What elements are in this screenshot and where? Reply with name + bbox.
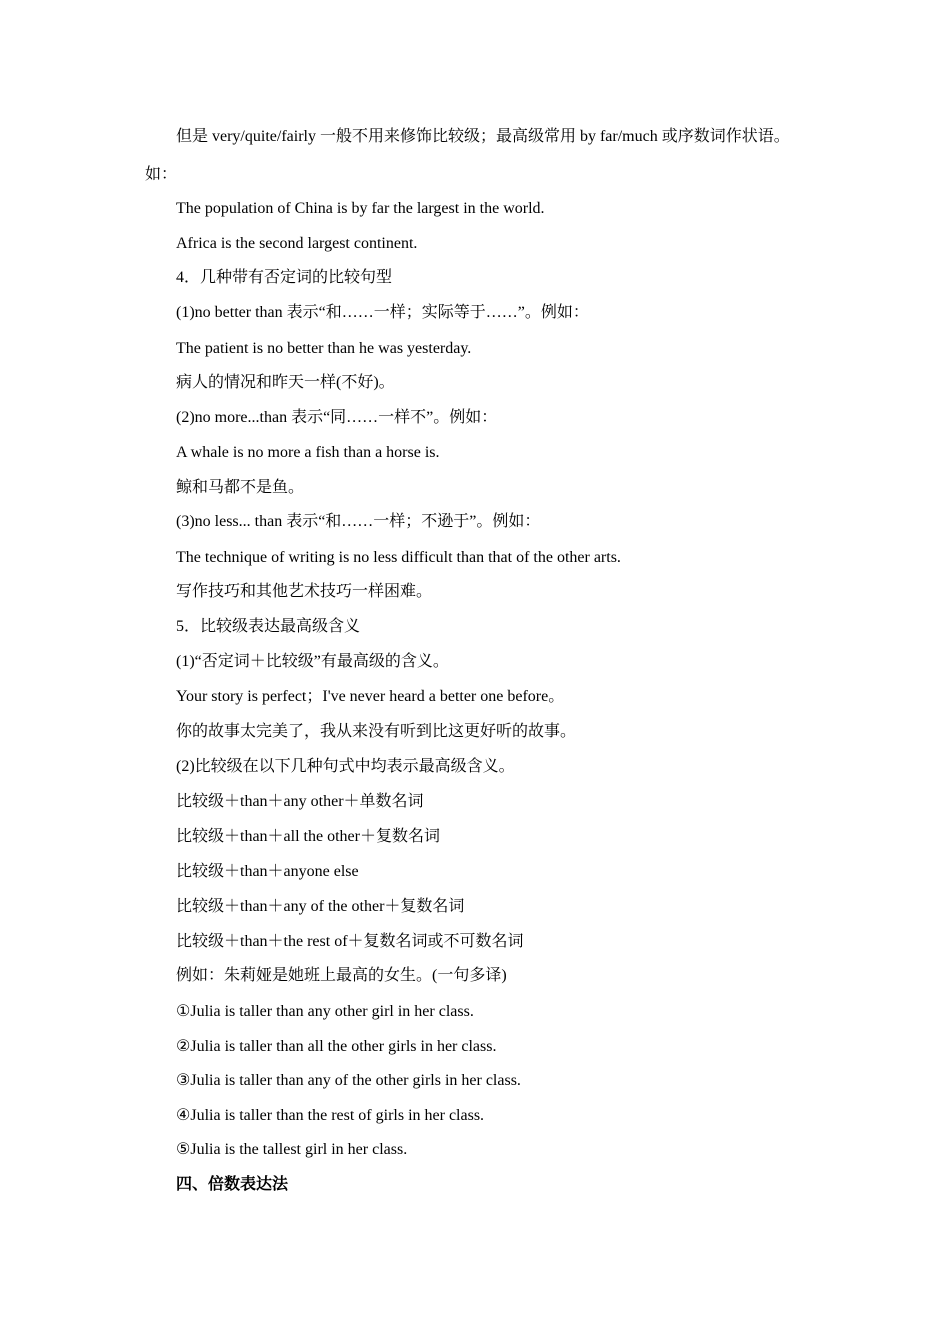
text-line: The patient is no better than he was yesterday. xyxy=(176,340,472,357)
text-line: The population of China is by far the largest in the world. xyxy=(176,200,545,217)
text-line: The technique of writing is no less difficult than that of the other arts. xyxy=(176,549,621,566)
text-line: A whale is no more a fish than a horse is. xyxy=(176,444,440,461)
text-line: (2)比较级在以下几种句式中均表示最高级含义。 xyxy=(176,758,515,775)
example-line: ③Julia is taller than any of the other girls in her class. xyxy=(176,1072,521,1089)
text-line: 你的故事太完美了，我从来没有听到比这更好听的故事。 xyxy=(176,723,577,740)
section-heading: 5．比较级表达最高级含义 xyxy=(176,618,361,635)
text-line: 但是 very/quite/fairly 一般不用来修饰比较级；最高级常用 by far/much 或序数词作状语。 xyxy=(176,128,790,145)
text-line: 鲸和马都不是鱼。 xyxy=(176,479,305,496)
section-heading-bold: 四、倍数表达法 xyxy=(176,1176,289,1193)
text-line: Africa is the second largest continent. xyxy=(176,235,418,252)
pattern-line: 比较级＋than＋the rest of＋复数名词或不可数名词 xyxy=(176,933,524,950)
text-line: (1)“否定词＋比较级”有最高级的含义。 xyxy=(176,653,449,670)
example-line: ⑤Julia is the tallest girl in her class. xyxy=(176,1141,408,1158)
text-line: 例如：朱莉娅是她班上最高的女生。(一句多译) xyxy=(176,967,507,984)
section-heading: 4．几种带有否定词的比较句型 xyxy=(176,269,393,286)
pattern-line: 比较级＋than＋any of the other＋复数名词 xyxy=(176,898,465,915)
example-line: ②Julia is taller than all the other girls in her class. xyxy=(176,1038,497,1055)
pattern-line: 比较级＋than＋all the other＋复数名词 xyxy=(176,828,440,845)
text-line: 病人的情况和昨天一样(不好)。 xyxy=(176,374,395,391)
text-line: 如： xyxy=(145,166,178,183)
text-line: (1)no better than 表示“和……一样；实际等于……”。例如： xyxy=(176,304,589,321)
example-line: ④Julia is taller than the rest of girls in her class. xyxy=(176,1107,485,1124)
text-line: (3)no less... than 表示“和……一样；不逊于”。例如： xyxy=(176,513,541,530)
text-line: Your story is perfect；I've never heard a better one before。 xyxy=(176,688,565,705)
pattern-line: 比较级＋than＋any other＋单数名词 xyxy=(176,793,424,810)
text-line: 写作技巧和其他艺术技巧一样困难。 xyxy=(176,583,433,600)
text-line: (2)no more...than 表示“同……一样不”。例如： xyxy=(176,409,498,426)
pattern-line: 比较级＋than＋anyone else xyxy=(176,863,359,880)
example-line: ①Julia is taller than any other girl in her class. xyxy=(176,1003,474,1020)
